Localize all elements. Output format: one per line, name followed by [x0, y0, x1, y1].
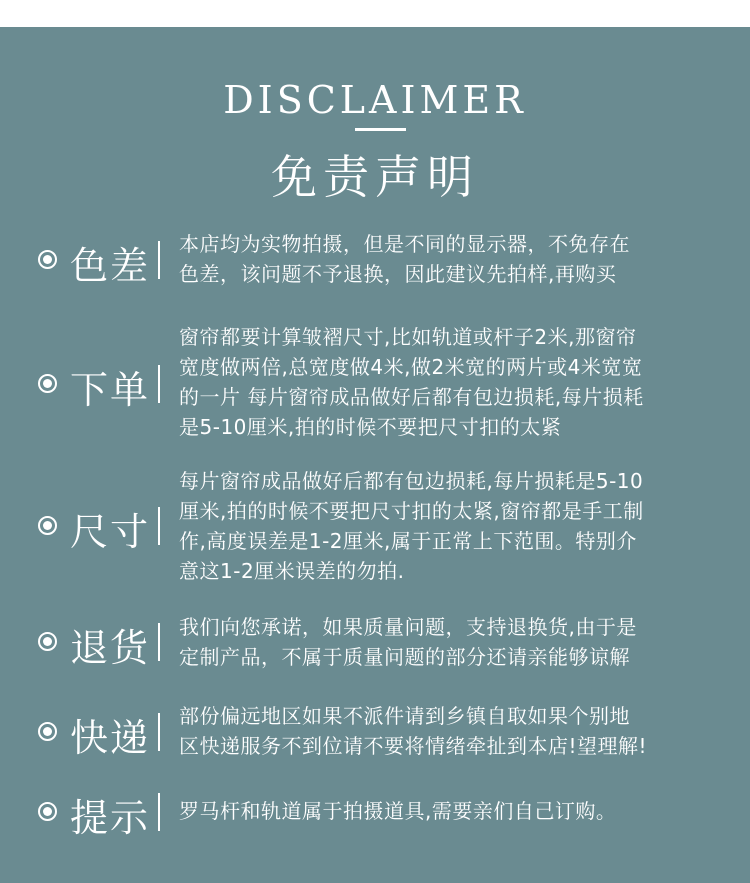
- disclaimer-panel: [0, 27, 750, 883]
- text-line: 罗马杆和轨道属于拍摄道具,需要亲们自己订购。: [179, 799, 617, 823]
- text-line: 的一片 每片窗帘成品做好后都有包边损耗,每片损耗: [179, 385, 644, 409]
- item-label: 提示: [70, 796, 151, 840]
- item-text: [179, 612, 744, 672]
- item-label: 下单: [70, 368, 151, 412]
- text-line: 每片窗帘成品做好后都有包边损耗,每片损耗是5-10: [179, 469, 644, 493]
- item-text: [179, 322, 744, 442]
- item-text: [179, 466, 744, 586]
- bullet-icon: [38, 722, 57, 741]
- item-label: 尺寸: [70, 510, 151, 554]
- item-text: [179, 796, 744, 826]
- text-line: 意这1-2厘米误差的勿拍.: [179, 559, 405, 583]
- item-label: 退货: [70, 626, 151, 670]
- label-divider: [158, 507, 160, 545]
- item-label: 色差: [70, 244, 151, 288]
- label-divider: [158, 713, 160, 751]
- label-divider: [158, 793, 160, 831]
- text-line: 窗帘都要计算皱褶尺寸,比如轨道或杆子2米,那窗帘: [179, 325, 637, 349]
- item-label: 快递: [70, 716, 151, 760]
- text-line: 我们向您承诺，如果质量问题，支持退换货,由于是: [179, 615, 637, 639]
- text-line: 厘米,拍的时候不要把尺寸扣的太紧,窗帘都是手工制: [179, 499, 644, 523]
- bullet-icon: [38, 516, 57, 535]
- text-line: 色差，该问题不予退换，因此建议先拍样,再购买: [179, 262, 617, 286]
- bullet-icon: [38, 632, 57, 651]
- bullet-icon: [38, 374, 57, 393]
- item-text: [179, 701, 744, 761]
- text-line: 是5-10厘米,拍的时候不要把尺寸扣的太紧: [179, 415, 562, 439]
- text-line: 区快递服务不到位请不要将情绪牵扯到本店!望理解!: [179, 734, 648, 758]
- label-divider: [158, 623, 160, 661]
- text-line: 定制产品，不属于质量问题的部分还请亲能够谅解: [179, 645, 630, 669]
- text-line: 作,高度误差是1-2厘米,属于正常上下范围。特别介: [179, 529, 637, 553]
- label-divider: [158, 241, 160, 279]
- label-divider: [158, 365, 160, 403]
- bullet-icon: [38, 802, 57, 821]
- text-line: 本店均为实物拍摄，但是不同的显示器，不免存在: [179, 232, 630, 256]
- disclaimer-title-cn: 免责声明: [271, 150, 479, 204]
- text-line: 宽度做两倍,总宽度做4米,做2米宽的两片或4米宽宽: [179, 355, 643, 379]
- bullet-icon: [38, 250, 57, 269]
- text-line: 部份偏远地区如果不派件请到乡镇自取如果个别地: [179, 704, 630, 728]
- title-divider: [355, 128, 406, 131]
- item-text: [179, 229, 744, 289]
- disclaimer-title-en: DISCLAIMER: [223, 78, 527, 122]
